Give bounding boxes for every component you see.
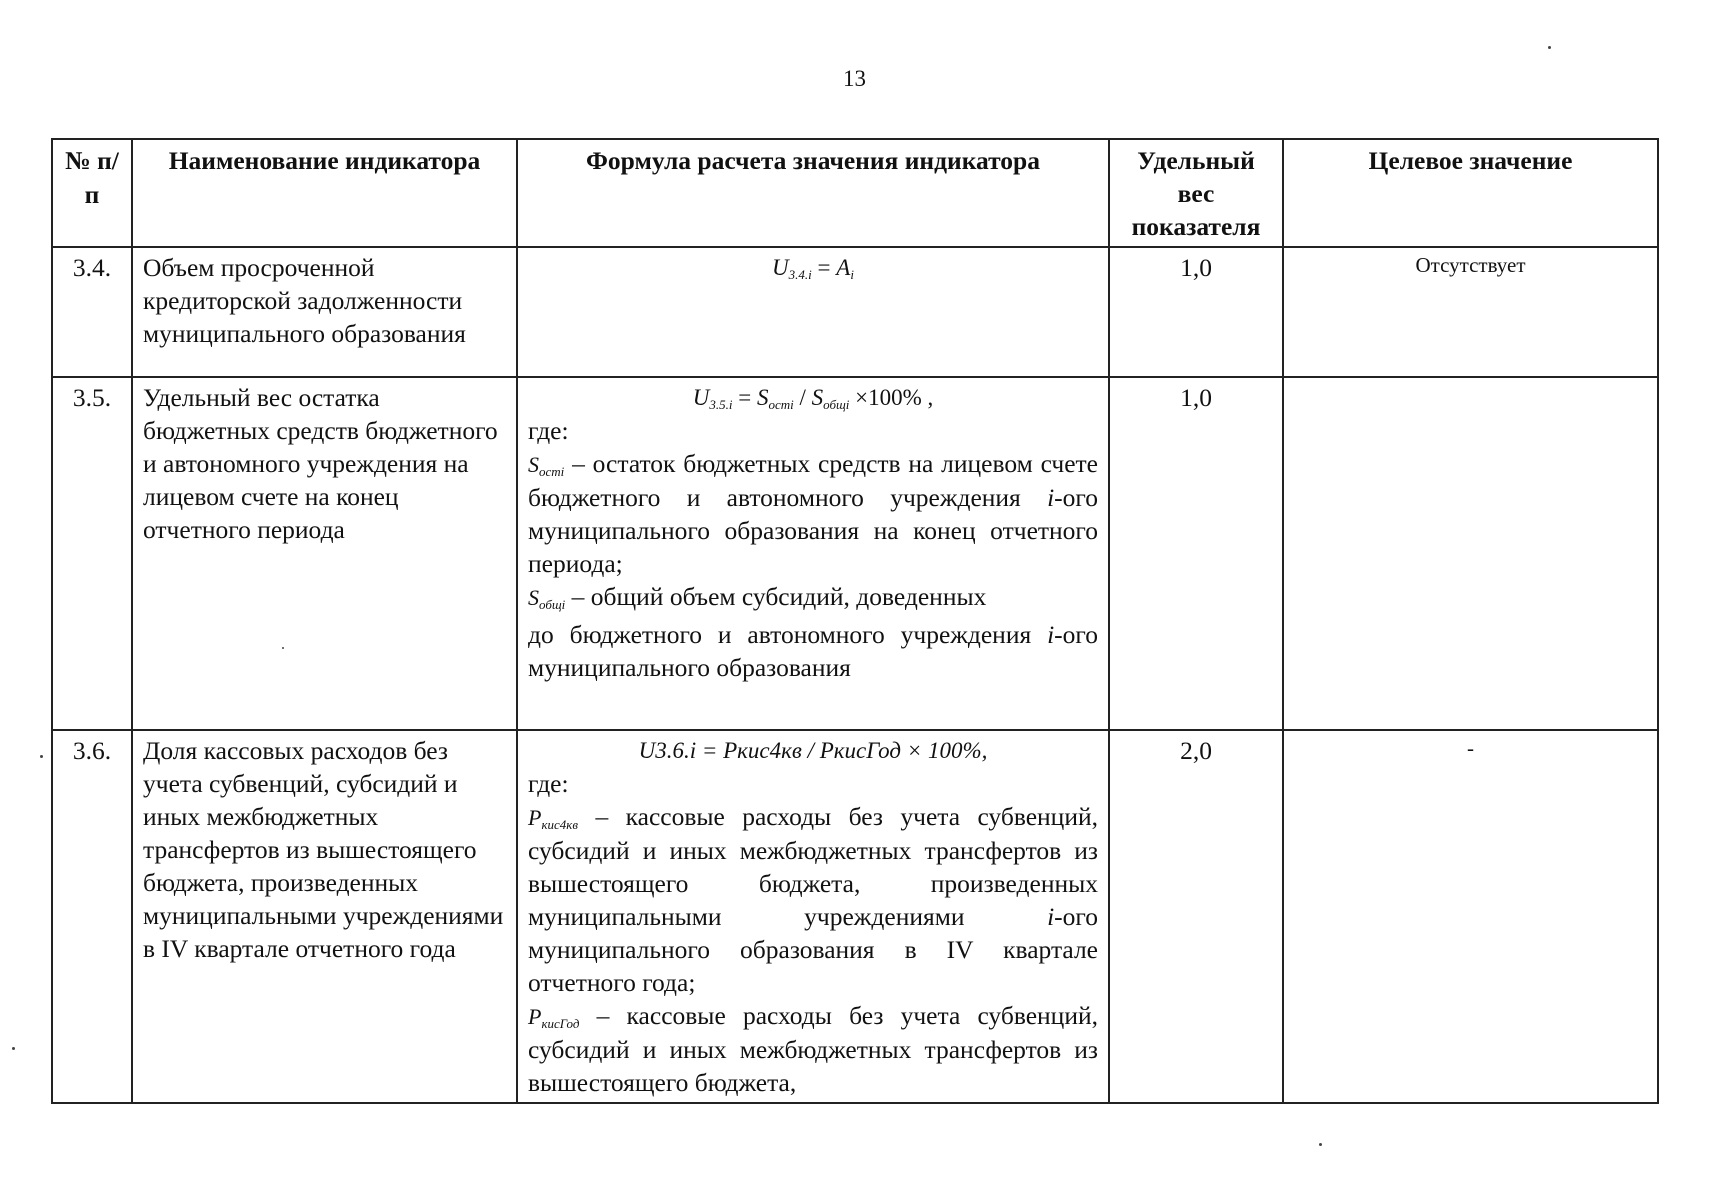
definition-symbol: S: [528, 585, 539, 610]
definition-subscript: кис4кв: [541, 817, 579, 832]
formula-subscript: общi: [823, 397, 850, 412]
formula-symbol: A: [836, 255, 851, 280]
formula-operator: =: [811, 255, 837, 280]
header-weight: Удельный вес показателя: [1109, 139, 1283, 247]
definition-symbol: Р: [528, 805, 542, 830]
definition-text: – кассовые расходы без учета субвенций, субсидий и иных межбюджетных трансфертов из вышестоящего бюджета, произведенных муниципальными учреждениями: [528, 802, 1098, 931]
definition-symbol: Р: [528, 1004, 542, 1029]
row-number: 3.4.: [52, 247, 132, 377]
table-header-row: [52, 139, 1658, 247]
table-row: [52, 730, 1658, 1103]
formula-definition: [528, 999, 1098, 1099]
indicator-name: Удельный вес остатка бюджетных средств бюджетного и автономного учреждения на лицевом счете на конец отчетного периода: [132, 377, 517, 730]
formula-main: [528, 381, 1098, 414]
indicator-weight: 2,0: [1109, 730, 1283, 1103]
formula-symbol: S: [811, 385, 824, 410]
formula-definition-cont: [528, 618, 1098, 684]
indicator-target: [1283, 377, 1658, 730]
formula-operator: =: [732, 385, 757, 410]
formula-symbol: U: [692, 385, 710, 410]
scan-speck: [12, 1047, 15, 1050]
formula-definition: [528, 580, 1098, 614]
page-number: 13: [843, 66, 866, 91]
formula-where: где:: [528, 416, 569, 445]
table-row: [52, 377, 1658, 730]
indicator-target: Отсутствует: [1283, 247, 1658, 377]
formula-subscript: 3.5.i: [709, 397, 733, 412]
indicator-name: Доля кассовых расходов без учета субвенций, субсидий и иных межбюджетных трансфертов из вышестоящего бюджета, произведенных муниципальными учреждениями в IV квартале отчетного года: [132, 730, 517, 1103]
definition-text: -ого муниципального образования в IV квартале отчетного года;: [528, 902, 1098, 997]
indicators-table: [51, 138, 1659, 1104]
indicator-formula: [517, 730, 1109, 1103]
definition-text: до бюджетного и автономного учреждения: [528, 620, 1048, 649]
formula-where: где:: [528, 769, 569, 798]
formula-operator: /: [793, 385, 812, 410]
row-number: 3.6.: [52, 730, 132, 1103]
scan-speck: [282, 647, 284, 649]
definition-index: i: [1047, 902, 1055, 931]
formula-definition: [528, 800, 1098, 999]
formula-subscript: 3.4.i: [788, 267, 812, 282]
formula-subscript: i: [850, 267, 854, 282]
formula-definition: [528, 447, 1098, 580]
definition-subscript: кисГод: [541, 1016, 580, 1031]
indicator-target: -: [1283, 730, 1658, 1103]
definition-index: i: [1047, 483, 1055, 512]
definition-text: – общий объем субсидий, доведенных: [565, 582, 987, 611]
header-name: Наименование индикатора: [132, 139, 517, 247]
definition-subscript: остi: [539, 464, 565, 479]
indicator-name: Объем просроченной кредиторской задолженности муниципального образования: [132, 247, 517, 377]
formula-main: U3.6.i = Ркис4кв / РкисГод × 100%,: [638, 738, 988, 763]
row-number: 3.5.: [52, 377, 132, 730]
header-num: № п/п: [52, 139, 132, 247]
definition-index: i: [1047, 620, 1055, 649]
scan-speck: [1319, 1143, 1322, 1146]
definition-symbol: S: [528, 452, 539, 477]
scan-speck: [40, 755, 43, 758]
indicator-formula: [517, 247, 1109, 377]
definition-text: – остаток бюджетных средств на лицевом счете бюджетного и автономного учреждения: [528, 449, 1098, 512]
definition-subscript: общi: [539, 597, 566, 612]
definition-text: – кассовые расходы без учета субвенций, субсидий и иных межбюджетных трансфертов из вышестоящего бюджета,: [528, 1001, 1098, 1097]
definition-text: -ого муниципального образования: [528, 620, 1098, 682]
formula-symbol: U: [772, 255, 789, 280]
formula-subscript: остi: [768, 397, 794, 412]
table-row: [52, 247, 1658, 377]
header-formula: Формула расчета значения индикатора: [517, 139, 1109, 247]
scan-speck: [1548, 46, 1551, 49]
formula-symbol: S: [756, 385, 769, 410]
definition-text: -ого муниципального образования на конец отчетного периода;: [528, 483, 1098, 578]
indicator-formula: [517, 377, 1109, 730]
formula-tail: ×100% ,: [849, 385, 934, 410]
indicator-weight: 1,0: [1109, 377, 1283, 730]
formula-main: [528, 251, 1098, 284]
indicator-weight: 1,0: [1109, 247, 1283, 377]
header-target: Целевое значение: [1283, 139, 1658, 247]
